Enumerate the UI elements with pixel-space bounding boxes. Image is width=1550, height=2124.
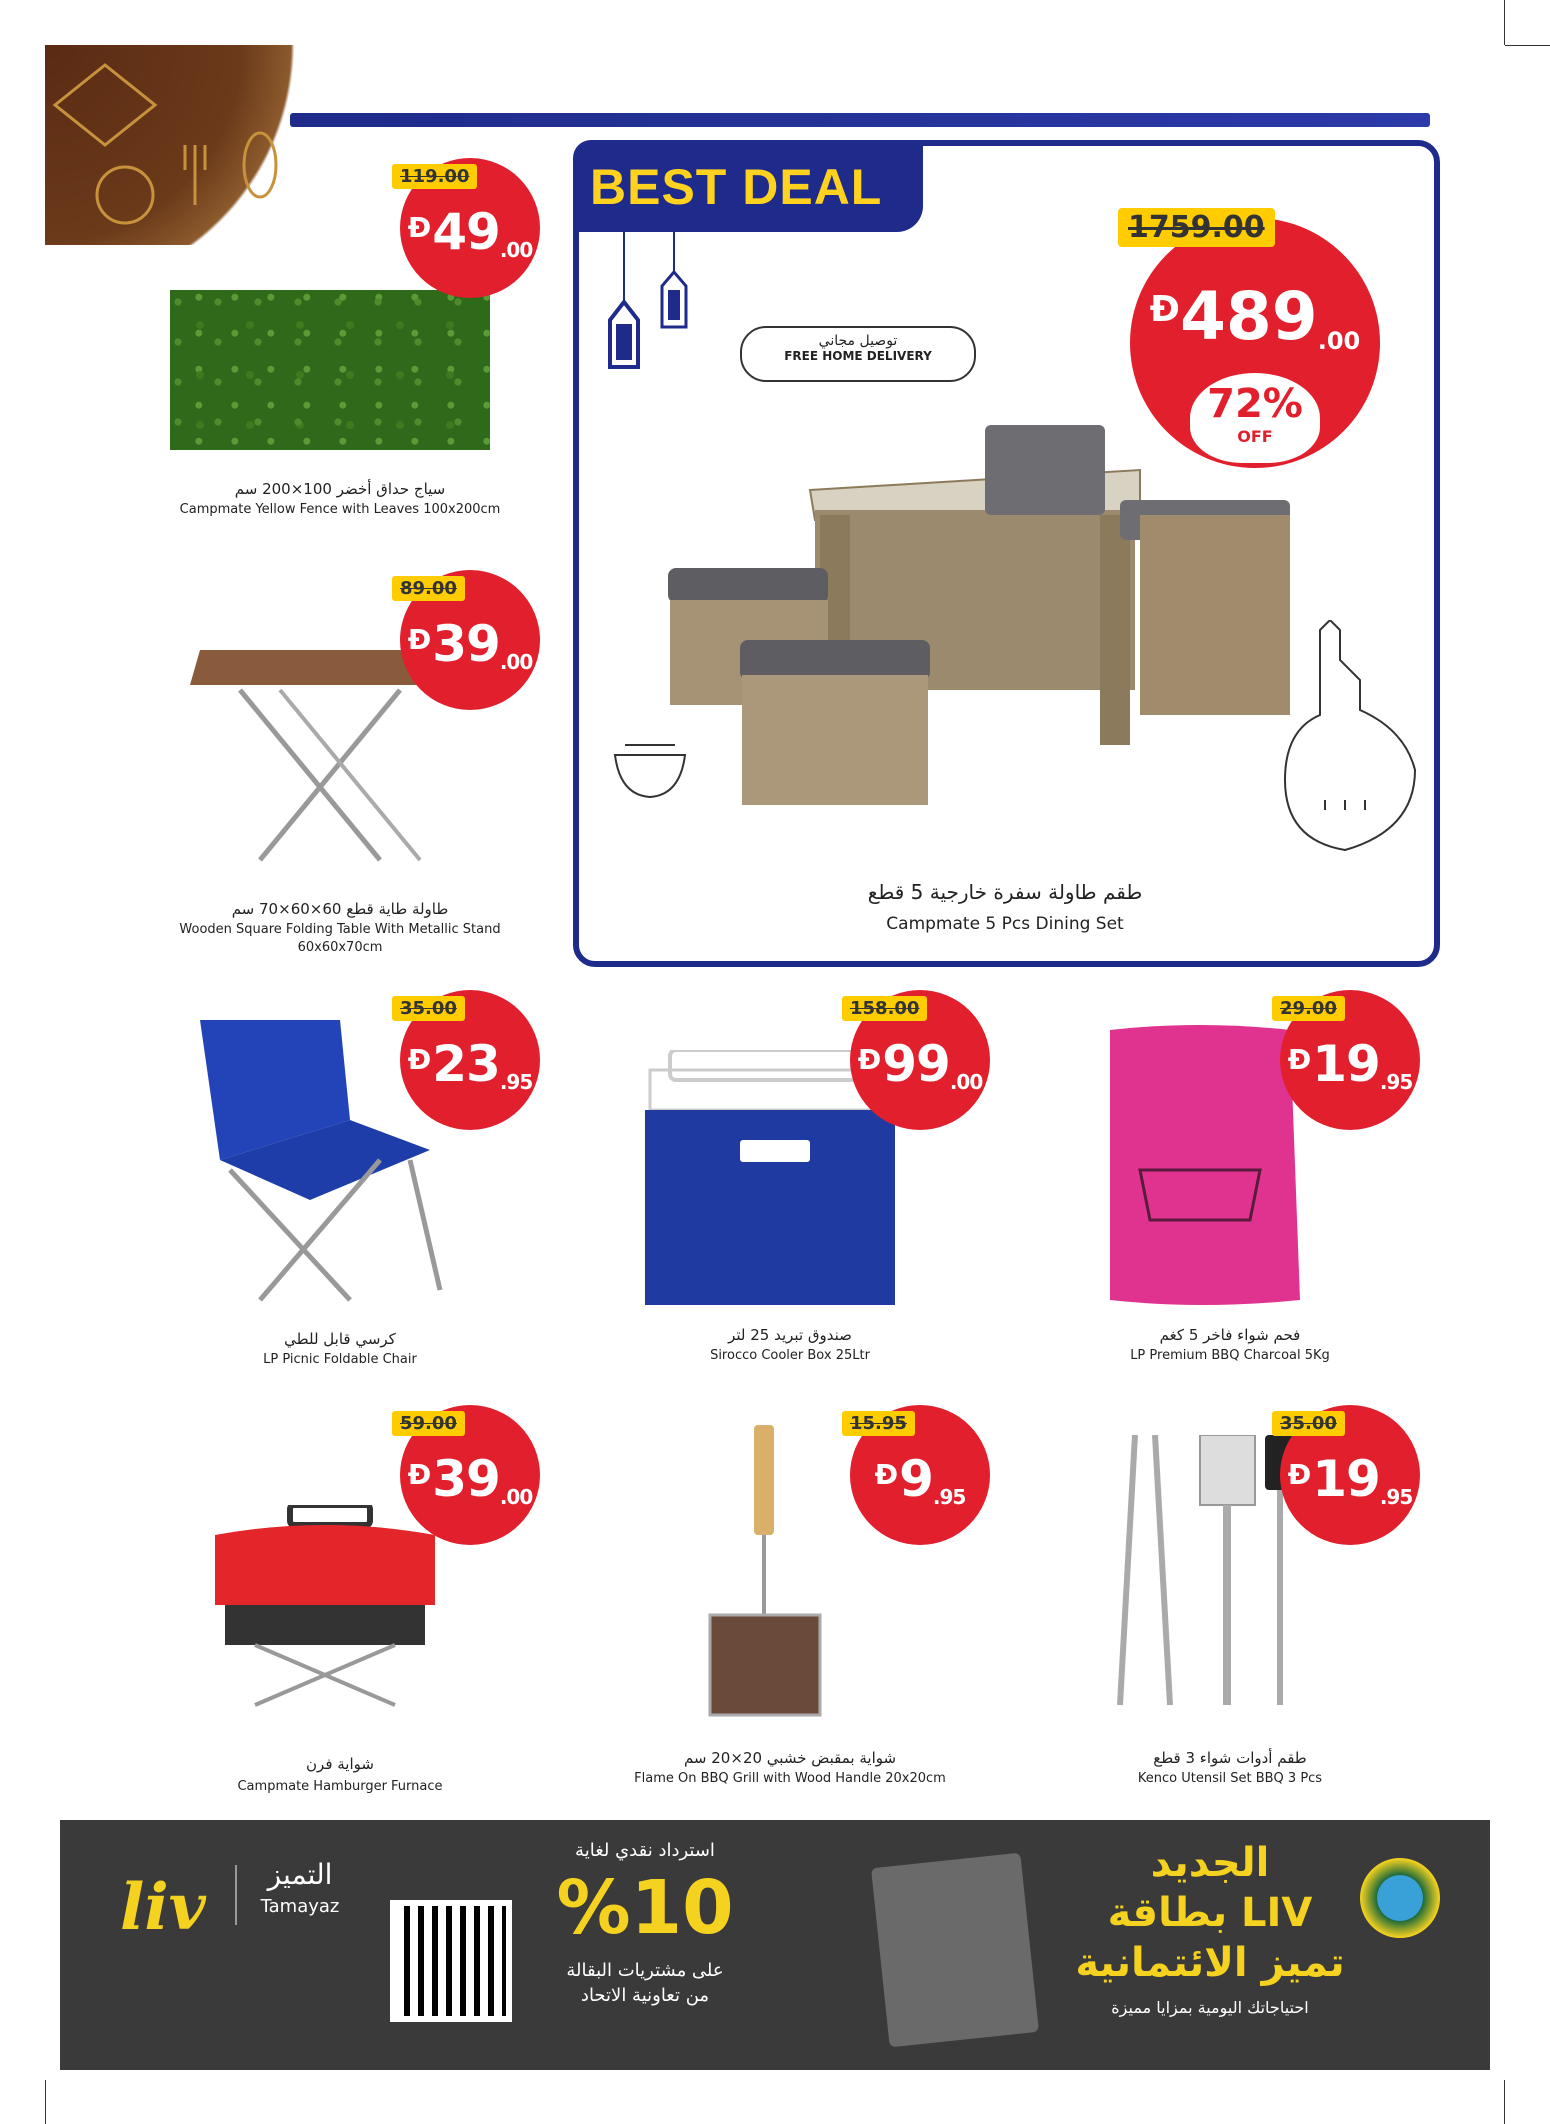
- product-name-ar: شواية فرن: [306, 1755, 374, 1773]
- current-price: [1280, 1032, 1420, 1110]
- price-int: 489: [1179, 278, 1318, 355]
- header-bar: [290, 113, 1430, 127]
- price-dec: .00: [499, 1485, 533, 1509]
- price-int: 9: [899, 1450, 933, 1508]
- product-name-ar: شواية بمقبض خشبي 20×20 سم: [683, 1749, 897, 1767]
- delivery-ar: توصيل مجاني: [818, 333, 898, 349]
- dining-set-image: [640, 410, 1340, 840]
- product-name-ar: طاولة طاية قطع 60×60×70 سم: [231, 900, 449, 918]
- crop-mark: [45, 2080, 46, 2124]
- old-price: 59.00: [392, 1411, 465, 1436]
- current-price: [400, 1032, 540, 1110]
- product-grill: [120, 1405, 560, 1805]
- product-name-ar: فحم شواء فاخر 5 كغم: [1159, 1326, 1301, 1344]
- crop-mark: [1504, 2080, 1505, 2124]
- footer-banner: [60, 1820, 1490, 2070]
- price-badge: [400, 990, 540, 1130]
- cashback-line1: استرداد نقدي لغاية: [575, 1840, 715, 1861]
- cashback-line3: من تعاونية الاتحاد: [580, 1985, 710, 2006]
- product-name-ar: سياج حداق أخضر 100×200 سم: [234, 480, 446, 498]
- price-badge: [400, 1405, 540, 1545]
- price-badge: [850, 990, 990, 1130]
- current-price: [400, 612, 540, 690]
- cashback-line2: على مشتريات البقالة: [566, 1960, 724, 1981]
- currency-symbol: Đ: [407, 211, 431, 244]
- card-sub: احتياجاتك اليومية بمزايا مميزة: [1111, 1998, 1309, 2017]
- new-ar: الجديد: [1150, 1840, 1270, 1886]
- currency-symbol: Đ: [874, 1458, 898, 1491]
- old-price: 119.00: [392, 164, 477, 189]
- currency-symbol: Đ: [1287, 1458, 1311, 1491]
- old-price: 29.00: [1272, 996, 1345, 1021]
- old-price: 35.00: [392, 996, 465, 1021]
- qr-code[interactable]: [390, 1900, 512, 2022]
- old-price: 35.00: [1272, 1411, 1345, 1436]
- currency-symbol: Đ: [1149, 289, 1180, 330]
- product-name-en: Flame On BBQ Grill with Wood Handle 20x20cm: [634, 1771, 946, 1786]
- discount-value: 72%: [1207, 381, 1303, 427]
- currency-symbol: Đ: [407, 1458, 431, 1491]
- discount-badge: [1190, 373, 1320, 463]
- price-badge: [850, 1405, 990, 1545]
- card-ar: بطاقة LIV: [1107, 1890, 1313, 1936]
- price-dec: .95: [932, 1485, 966, 1509]
- current-price: [1130, 278, 1380, 355]
- old-price: 158.00: [842, 996, 927, 1021]
- product-name-ar: طقم أدوات شواء 3 قطع: [1153, 1749, 1307, 1767]
- currency-symbol: Đ: [407, 623, 431, 656]
- best-deal-price-badge: [1128, 210, 1380, 468]
- grill-basket-image: [700, 1425, 830, 1725]
- card-shopping-image: [871, 1853, 1039, 2048]
- product-charcoal: [1010, 990, 1450, 1390]
- product-name-en: Wooden Square Folding Table With Metallic Stand: [179, 922, 501, 937]
- price-int: 99: [882, 1035, 950, 1093]
- currency-symbol: Đ: [1287, 1043, 1311, 1076]
- current-price: [400, 1447, 540, 1525]
- price-badge: [400, 158, 540, 298]
- price-dec: .00: [499, 238, 533, 262]
- deal-name-ar: طقم طاولة سفرة خارجية 5 قطع: [867, 880, 1143, 904]
- current-price: [1280, 1447, 1420, 1525]
- current-price: [850, 1032, 990, 1110]
- tamayaz-ar: التميز: [267, 1858, 333, 1891]
- product-name-en: LP Picnic Foldable Chair: [263, 1352, 417, 1367]
- price-dec: .95: [499, 1070, 533, 1094]
- price-int: 23: [432, 1035, 500, 1093]
- price-dec: .95: [1379, 1485, 1413, 1509]
- product-fence: [120, 150, 560, 540]
- bowl-icon: [610, 735, 690, 805]
- liv-logo: liv: [120, 1870, 206, 1945]
- product-cooler: [570, 990, 1010, 1390]
- card-ar2: تميز الائتمانية: [1075, 1940, 1345, 1986]
- product-name-en: LP Premium BBQ Charcoal 5Kg: [1130, 1348, 1330, 1363]
- price-int: 39: [432, 1450, 500, 1508]
- old-price: 15.95: [842, 1411, 915, 1436]
- product-name-en: Kenco Utensil Set BBQ 3 Pcs: [1137, 1771, 1323, 1786]
- tamayaz-en: Tamayaz: [260, 1896, 340, 1917]
- price-dec: .00: [1317, 327, 1361, 355]
- divider: [235, 1865, 237, 1925]
- delivery-en: FREE HOME DELIVERY: [784, 349, 932, 363]
- product-name-ar: كرسي قابل للطي: [284, 1330, 396, 1348]
- product-grill-basket: [570, 1405, 1010, 1805]
- price-dec: .95: [1379, 1070, 1413, 1094]
- price-dec: .00: [949, 1070, 983, 1094]
- currency-symbol: Đ: [857, 1043, 881, 1076]
- old-price: 1759.00: [1118, 208, 1275, 247]
- crop-mark: [1504, 0, 1505, 45]
- charcoal-bag-image: [1100, 1020, 1300, 1310]
- teapot-icon: [1265, 620, 1435, 870]
- product-name-en: Campmate Yellow Fence with Leaves 100x200cm: [179, 502, 501, 517]
- price-badge: [400, 570, 540, 710]
- crop-mark: [1505, 45, 1550, 46]
- product-name-en-2: 60x60x70cm: [297, 940, 383, 955]
- current-price: [850, 1447, 990, 1525]
- fence-image: [170, 290, 490, 450]
- product-name-en: Sirocco Cooler Box 25Ltr: [710, 1348, 870, 1363]
- deal-name-en: Campmate 5 Pcs Dining Set: [886, 914, 1124, 934]
- current-price: [400, 200, 540, 278]
- product-folding-table: [120, 570, 560, 980]
- price-badge: [1280, 990, 1420, 1130]
- cashback-value: %10: [556, 1865, 734, 1951]
- discount-label: OFF: [1237, 427, 1273, 446]
- product-chair: [120, 990, 560, 1390]
- price-dec: .00: [499, 650, 533, 674]
- product-name-en: Campmate Hamburger Furnace: [237, 1779, 443, 1794]
- price-int: 19: [1312, 1450, 1380, 1508]
- union-coop-logo: [1360, 1858, 1440, 1938]
- currency-symbol: Đ: [407, 1043, 431, 1076]
- price-int: 19: [1312, 1035, 1380, 1093]
- price-badge: [1280, 1405, 1420, 1545]
- product-name-ar: صندوق تبريد 25 لتر: [728, 1326, 852, 1344]
- free-delivery-pill: [740, 326, 976, 382]
- price-int: 49: [432, 203, 500, 261]
- lantern-icon: [596, 232, 706, 412]
- best-deal-title: BEST DEAL: [590, 159, 883, 215]
- product-utensils: [1010, 1405, 1450, 1805]
- price-int: 39: [432, 615, 500, 673]
- old-price: 89.00: [392, 576, 465, 601]
